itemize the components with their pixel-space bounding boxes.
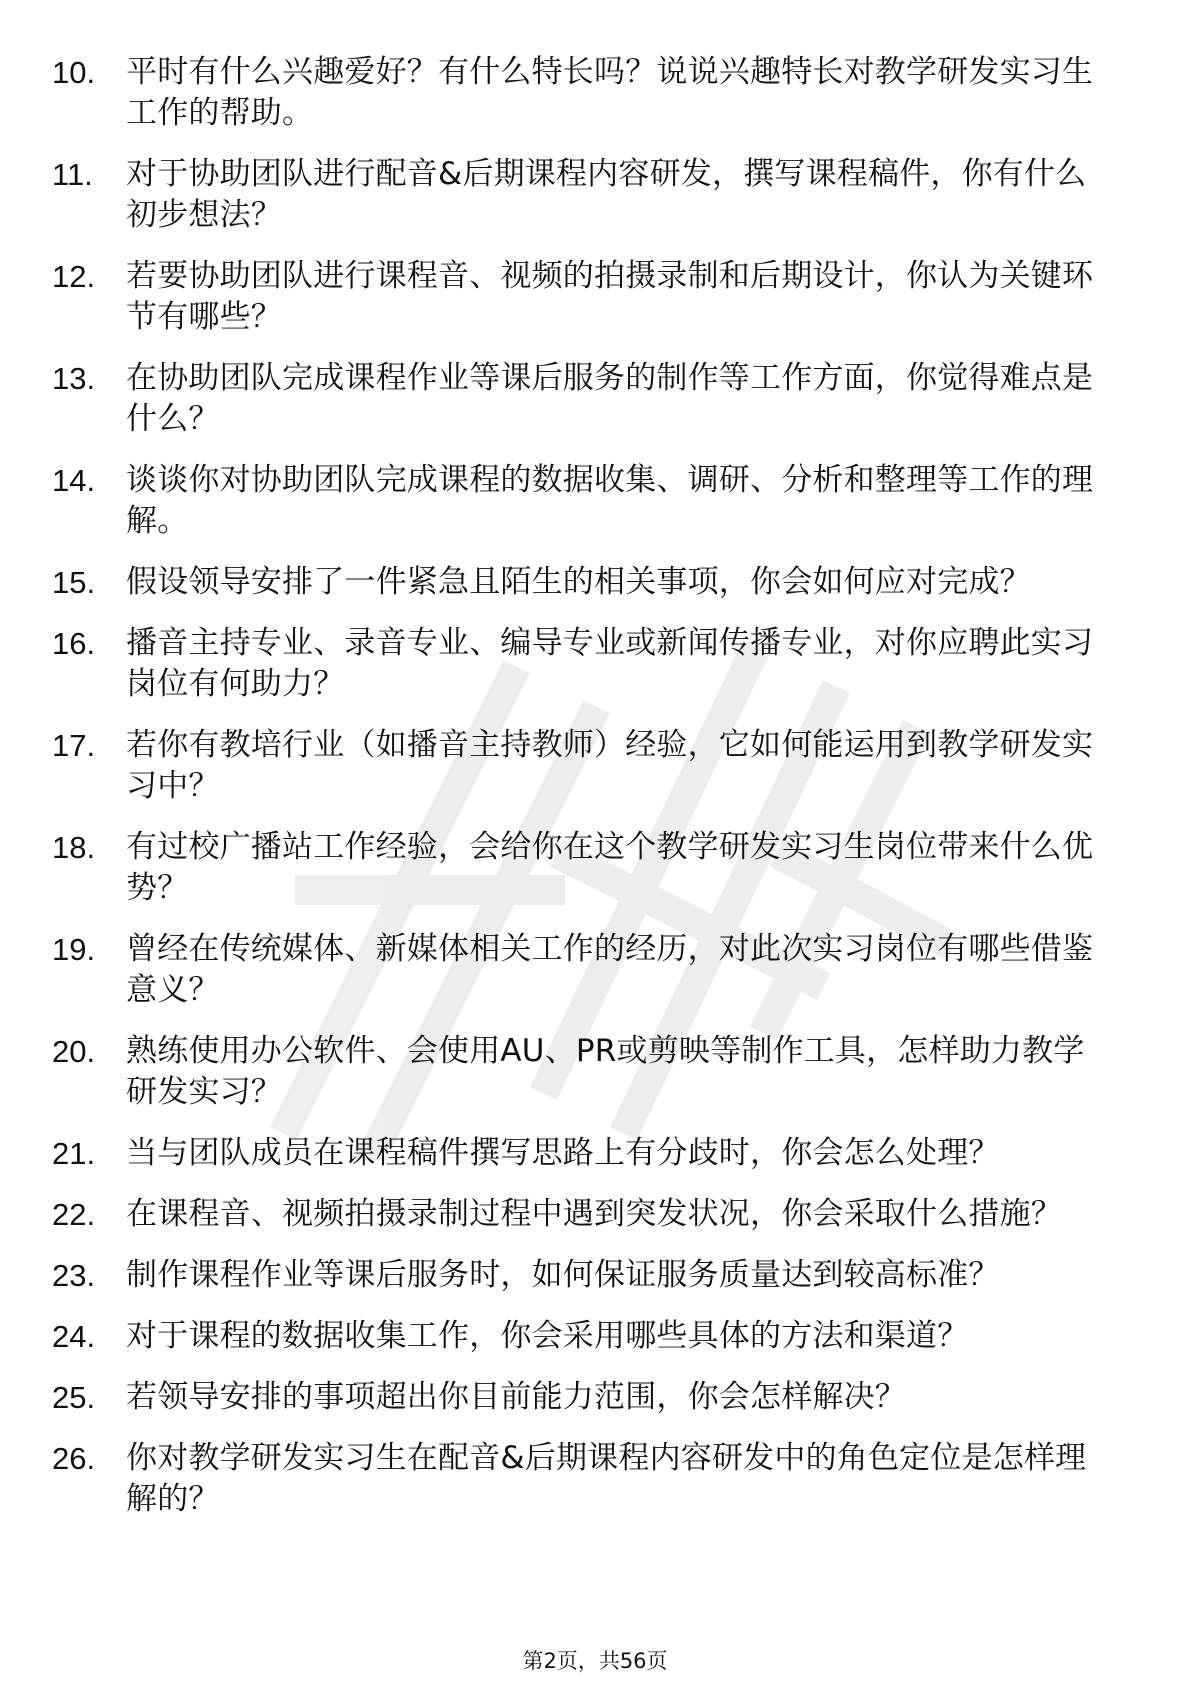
question-text: 对于协助团队进行配音&后期课程内容研发，撰写课程稿件，你有什么初步想法？ <box>126 156 1087 233</box>
question-number: 19. <box>52 932 96 967</box>
question-number: 25. <box>52 1380 96 1415</box>
question-item <box>0 623 1190 705</box>
question-number: 10. <box>52 55 96 90</box>
question-text: 熟练使用办公软件、会使用AU、PR或剪映等制作工具，怎样助力教学研发实习？ <box>126 1033 1085 1110</box>
question-item <box>0 154 1190 236</box>
question-item <box>0 1438 1190 1520</box>
question-item <box>0 1316 1190 1357</box>
question-text: 曾经在传统媒体、新媒体相关工作的经历，对此次实习岗位有哪些借鉴意义？ <box>126 931 1094 1008</box>
question-text: 你对教学研发实习生在配音&后期课程内容研发中的角色定位是怎样理解的？ <box>126 1440 1087 1517</box>
question-item <box>0 358 1190 440</box>
question-number: 21. <box>52 1136 96 1171</box>
question-item <box>0 256 1190 338</box>
question-item <box>0 827 1190 909</box>
question-text: 制作课程作业等课后服务时，如何保证服务质量达到较高标准？ <box>126 1257 1000 1293</box>
question-number: 13. <box>52 361 96 396</box>
question-number: 11. <box>52 157 93 192</box>
question-number: 14. <box>52 463 96 498</box>
question-number: 18. <box>52 830 96 865</box>
question-text: 平时有什么兴趣爱好？有什么特长吗？说说兴趣特长对教学研发实习生工作的帮助。 <box>126 54 1094 131</box>
question-number: 22. <box>52 1197 96 1232</box>
question-number: 20. <box>52 1034 96 1069</box>
question-text: 若要协助团队进行课程音、视频的拍摄录制和后期设计，你认为关键环节有哪些？ <box>126 258 1094 335</box>
question-text: 若领导安排的事项超出你目前能力范围，你会怎样解决？ <box>126 1379 906 1415</box>
question-text: 当与团队成员在课程稿件撰写思路上有分歧时，你会怎么处理？ <box>126 1135 1000 1171</box>
question-item <box>0 1133 1190 1174</box>
question-list <box>0 52 1190 1540</box>
question-item <box>0 929 1190 1011</box>
question-item <box>0 1031 1190 1113</box>
question-number: 15. <box>52 565 96 600</box>
question-number: 17. <box>52 728 96 763</box>
question-item <box>0 1255 1190 1296</box>
question-number: 23. <box>52 1258 96 1293</box>
question-item <box>0 725 1190 807</box>
question-text: 假设领导安排了一件紧急且陌生的相关事项，你会如何应对完成？ <box>126 564 1031 600</box>
question-text: 对于课程的数据收集工作，你会采用哪些具体的方法和渠道？ <box>126 1318 969 1354</box>
question-text: 若你有教培行业（如播音主持教师）经验，它如何能运用到教学研发实习中？ <box>126 727 1094 804</box>
page-footer: 第2页，共56页 <box>522 1649 668 1673</box>
question-item <box>0 52 1190 134</box>
question-item <box>0 460 1190 542</box>
question-number: 12. <box>52 259 96 294</box>
question-text: 谈谈你对协助团队完成课程的数据收集、调研、分析和整理等工作的理解。 <box>126 462 1094 539</box>
question-number: 16. <box>52 626 96 661</box>
question-number: 26. <box>52 1441 96 1476</box>
question-text: 在协助团队完成课程作业等课后服务的制作等工作方面，你觉得难点是什么？ <box>126 360 1094 437</box>
question-item <box>0 562 1190 603</box>
question-text: 有过校广播站工作经验，会给你在这个教学研发实习生岗位带来什么优势？ <box>126 829 1094 906</box>
question-number: 24. <box>52 1319 96 1354</box>
question-text: 在课程音、视频拍摄录制过程中遇到突发状况，你会采取什么措施？ <box>126 1196 1062 1232</box>
question-item <box>0 1194 1190 1235</box>
question-item <box>0 1377 1190 1418</box>
question-text: 播音主持专业、录音专业、编导专业或新闻传播专业，对你应聘此实习岗位有何助力？ <box>126 625 1094 702</box>
